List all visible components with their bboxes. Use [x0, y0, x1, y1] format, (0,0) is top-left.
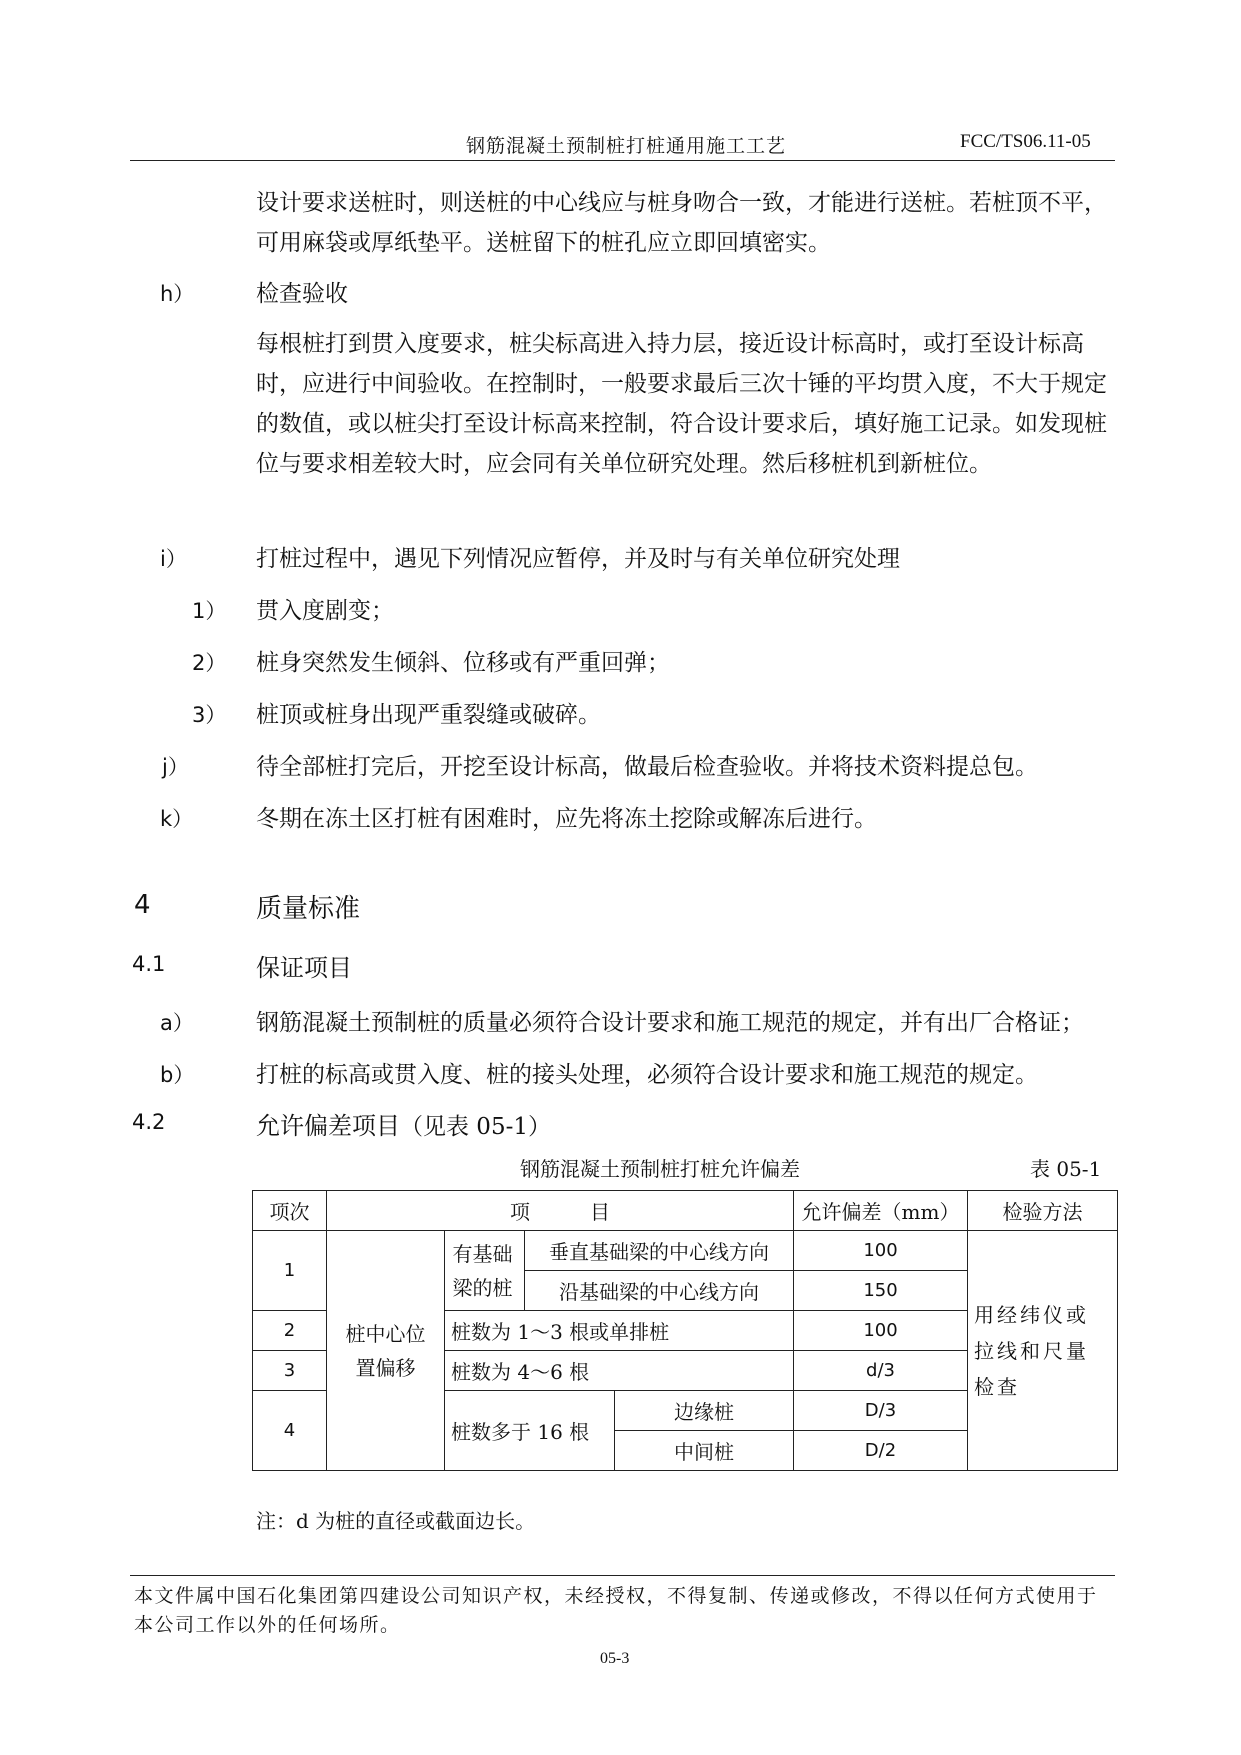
row-2-index: 2 — [253, 1311, 327, 1351]
subsection-4-2-ref: （见表 05-1） — [400, 1114, 551, 1140]
table-row — [253, 1231, 1118, 1271]
foundation-label: 有基础梁的桩 — [452, 1241, 513, 1300]
table-caption: 钢筋混凝土预制桩打桩允许偏差 — [520, 1157, 800, 1181]
item-h-paragraph — [256, 324, 1116, 484]
subsection-4-1-number: 4.1 — [132, 952, 166, 976]
row-1b-value: 150 — [794, 1271, 968, 1311]
row-3-index: 3 — [253, 1351, 327, 1391]
intro-paragraph — [256, 183, 1116, 263]
subitem-3-label: 3） — [192, 703, 227, 727]
header-title: 钢筋混凝土预制桩打桩通用施工工艺 — [466, 135, 787, 157]
item-j-label: j） — [162, 755, 189, 779]
subitem-1-text: 贯入度剧变； — [256, 598, 394, 624]
item-i-text: 打桩过程中，遇见下列情况应暂停，并及时与有关单位研究处理 — [256, 546, 900, 572]
row-2-desc: 桩数为 1～3 根或单排桩 — [445, 1311, 794, 1351]
edge-pile-label: 边缘桩 — [615, 1391, 794, 1431]
group-label-cell — [327, 1231, 445, 1471]
row-1b-desc: 沿基础梁的中心线方向 — [525, 1271, 794, 1311]
item-k-label: k） — [160, 807, 194, 831]
header-deviation: 允许偏差（mm） — [794, 1191, 968, 1231]
edge-pile-value: D/3 — [794, 1391, 968, 1431]
section-title: 质量标准 — [256, 894, 361, 924]
subitem-2-text: 桩身突然发生倾斜、位移或有严重回弹； — [256, 650, 670, 676]
item-i-label: i） — [160, 547, 187, 571]
item-h-text: 每根桩打到贯入度要求，桩尖标高进入持力层，接近设计标高时，或打至设计标高时，应进行中间验收。在控制时，一般要求最后三次十锤的平均贯入度，不大于规定的数值，或以桩尖打至设计标高来控制，符合设计要求后，填好施工记录。如发现桩位与要求相差较大时，应会同有关单位研究处理。然后移桩机到新桩位。 — [256, 331, 1107, 477]
item-a-text: 钢筋混凝土预制桩的质量必须符合设计要求和施工规范的规定，并有出厂合格证； — [256, 1010, 1084, 1036]
item-h-title: 检查验收 — [256, 281, 348, 307]
subitem-2-label: 2） — [192, 651, 227, 675]
row-4-index: 4 — [253, 1391, 327, 1471]
header-method: 检验方法 — [968, 1191, 1118, 1231]
subsection-4-2-number: 4.2 — [132, 1110, 166, 1134]
foundation-label-cell — [445, 1231, 525, 1311]
item-h-label: h） — [160, 282, 195, 306]
page-number: 05-3 — [600, 1650, 630, 1667]
table-number: 表 05-1 — [1030, 1157, 1102, 1181]
intro-text: 设计要求送桩时，则送桩的中心线应与桩身吻合一致，才能进行送桩。若桩顶不平，可用麻袋或厚纸垫平。送桩留下的桩孔应立即回填密实。 — [256, 190, 1107, 256]
header-index: 项次 — [253, 1191, 327, 1231]
subsection-4-2-heading — [256, 1106, 551, 1141]
deviation-table — [252, 1190, 1118, 1471]
item-b-text: 打桩的标高或贯入度、桩的接头处理，必须符合设计要求和施工规范的规定。 — [256, 1062, 1038, 1088]
row-2-value: 100 — [794, 1311, 968, 1351]
item-b-label: b） — [160, 1063, 195, 1087]
row-4-desc: 桩数多于 16 根 — [445, 1391, 615, 1471]
header-item: 项 目 — [327, 1191, 794, 1231]
row-1a-value: 100 — [794, 1231, 968, 1271]
section-number: 4 — [134, 890, 151, 920]
subitem-1-label: 1） — [192, 599, 227, 623]
footer-divider — [130, 1575, 1115, 1576]
subitem-3-text: 桩顶或桩身出现严重裂缝或破碎。 — [256, 702, 601, 728]
method-text: 用经纬仪或拉线和尺量检查 — [974, 1302, 1089, 1399]
item-k-text: 冬期在冻土区打桩有困难时，应先将冻土挖除或解冻后进行。 — [256, 806, 877, 832]
item-j-text: 待全部桩打完后，开挖至设计标高，做最后检查验收。并将技术资料提总包。 — [256, 754, 1038, 780]
method-cell — [968, 1231, 1118, 1471]
item-a-label: a） — [160, 1011, 194, 1035]
footer-copyright: 本文件属中国石化集团第四建设公司知识产权，未经授权，不得复制、传递或修改，不得以任何方式使用于本公司工作以外的任何场所。 — [134, 1585, 1098, 1636]
group-label: 桩中心位置偏移 — [345, 1321, 426, 1380]
table-note: 注：d 为桩的直径或截面边长。 — [256, 1509, 536, 1533]
middle-pile-label: 中间桩 — [615, 1431, 794, 1471]
table-header-row — [253, 1191, 1118, 1231]
subsection-4-2-title: 允许偏差项目 — [256, 1112, 400, 1140]
row-3-desc: 桩数为 4～6 根 — [445, 1351, 794, 1391]
header-divider — [130, 160, 1115, 161]
row-1a-desc: 垂直基础梁的中心线方向 — [525, 1231, 794, 1271]
row-1-index: 1 — [253, 1231, 327, 1311]
subsection-4-1-title: 保证项目 — [256, 954, 352, 982]
document-code: FCC/TS06.11-05 — [960, 131, 1091, 152]
middle-pile-value: D/2 — [794, 1431, 968, 1471]
row-3-value: d/3 — [794, 1351, 968, 1391]
